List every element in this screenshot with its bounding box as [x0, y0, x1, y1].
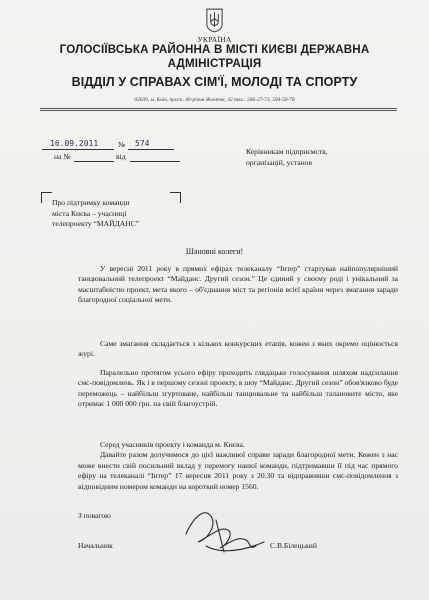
reference-date-underline	[130, 153, 180, 162]
body-paragraph-3: Паралельно протягом усього ефіру проходить глядацьке голосування шляхом надсилання смс-повідомлень. Як і в першому сезоні проекту, в шоу “Майданс. Другий сезон” обов'язково буде переможець – найбільш згуртоване, найбільш танцювальне та найбільш талановите місто, яке отримає 1 000 000 грн. на свій благоустрій.	[78, 368, 398, 409]
body-paragraph-4b: Давайте разом долучимося до цієї важливої справи заради благородної мети. Кожен з нас може внести свій посильний вклад у перемогу нашої команди, підтримавши її під час прямого ефіру на телеканалі “Інтер” 17 вересня 2011 року з 20.30 та відправивши смс-повідомлення з відповідним номером команди на короткий номер 1560.	[78, 450, 398, 491]
registration-date-number	[38, 141, 188, 151]
reference-number-row	[54, 152, 184, 162]
closing-phrase: З повагою	[78, 511, 111, 520]
body-paragraph-1: У вересні 2011 року в прямих ефірах телеканалу “Інтер” стартував найпопулярніший танцювальний телепроект “Майданс. Другий сезон.” Це єдиний у своєму роді і унікальний за масштабністю проект, мета якого – об'єднання міст та регіонів всієї країни через змагання заради благородної соціальної мети.	[78, 264, 398, 305]
organization-name-line1: ГОЛОСІЇВСЬКА РАЙОННА В МІСТІ КИЄВІ ДЕРЖАВНА	[59, 43, 370, 56]
organization-address: 03039, м. Київ, просп. 40-річчя Жовтня, 42 тел.: 206-27-73, 594-50-78	[134, 97, 295, 103]
body-paragraph-2: Саме змагання складається з кількох конкурсних етапів, кожен з яких окремо оцінюється журі.	[78, 339, 398, 359]
header-divider-thin	[40, 110, 397, 111]
subject-line1: Про підтримку команди	[52, 198, 130, 207]
organization-name-line2: АДМІНІСТРАЦІЯ	[167, 57, 262, 70]
subject-line2: міста Києва – учасниці	[52, 208, 127, 218]
subject-bracket-left	[41, 192, 52, 203]
signatory-name: С.В.Білецький	[270, 541, 317, 550]
organization-name	[0, 43, 429, 71]
body-paragraph-4a: Серед учасників проекту і команда м. Києва.	[100, 440, 245, 449]
handwritten-signature-icon	[176, 496, 271, 566]
number-label: №	[118, 140, 126, 149]
signatory-role: Начальник	[78, 541, 113, 550]
recipient-line1: Керівникам підприємств,	[246, 147, 328, 156]
reference-underline	[74, 153, 114, 162]
subject-line3: телепроекту “МАЙДАНС”	[52, 219, 140, 228]
subject-block	[52, 198, 180, 230]
registration-date: 16.09.2011	[50, 139, 99, 148]
recipient-line2: організацій, установ	[246, 157, 313, 167]
registration-number: 574	[135, 139, 150, 148]
department-name: ВІДДІЛ У СПРАВАХ СІМ'Ї, МОЛОДІ ТА СПОРТУ	[71, 75, 358, 89]
reference-label: на №	[54, 152, 71, 161]
body-paragraph-4	[78, 440, 398, 492]
recipient-block	[246, 147, 396, 168]
header-divider	[40, 108, 397, 109]
coat-of-arms-icon	[205, 8, 224, 33]
country-name: УКРАЇНА	[197, 35, 232, 44]
greeting: Шановні колеги!	[185, 247, 244, 256]
reference-from-label: від	[116, 152, 126, 161]
